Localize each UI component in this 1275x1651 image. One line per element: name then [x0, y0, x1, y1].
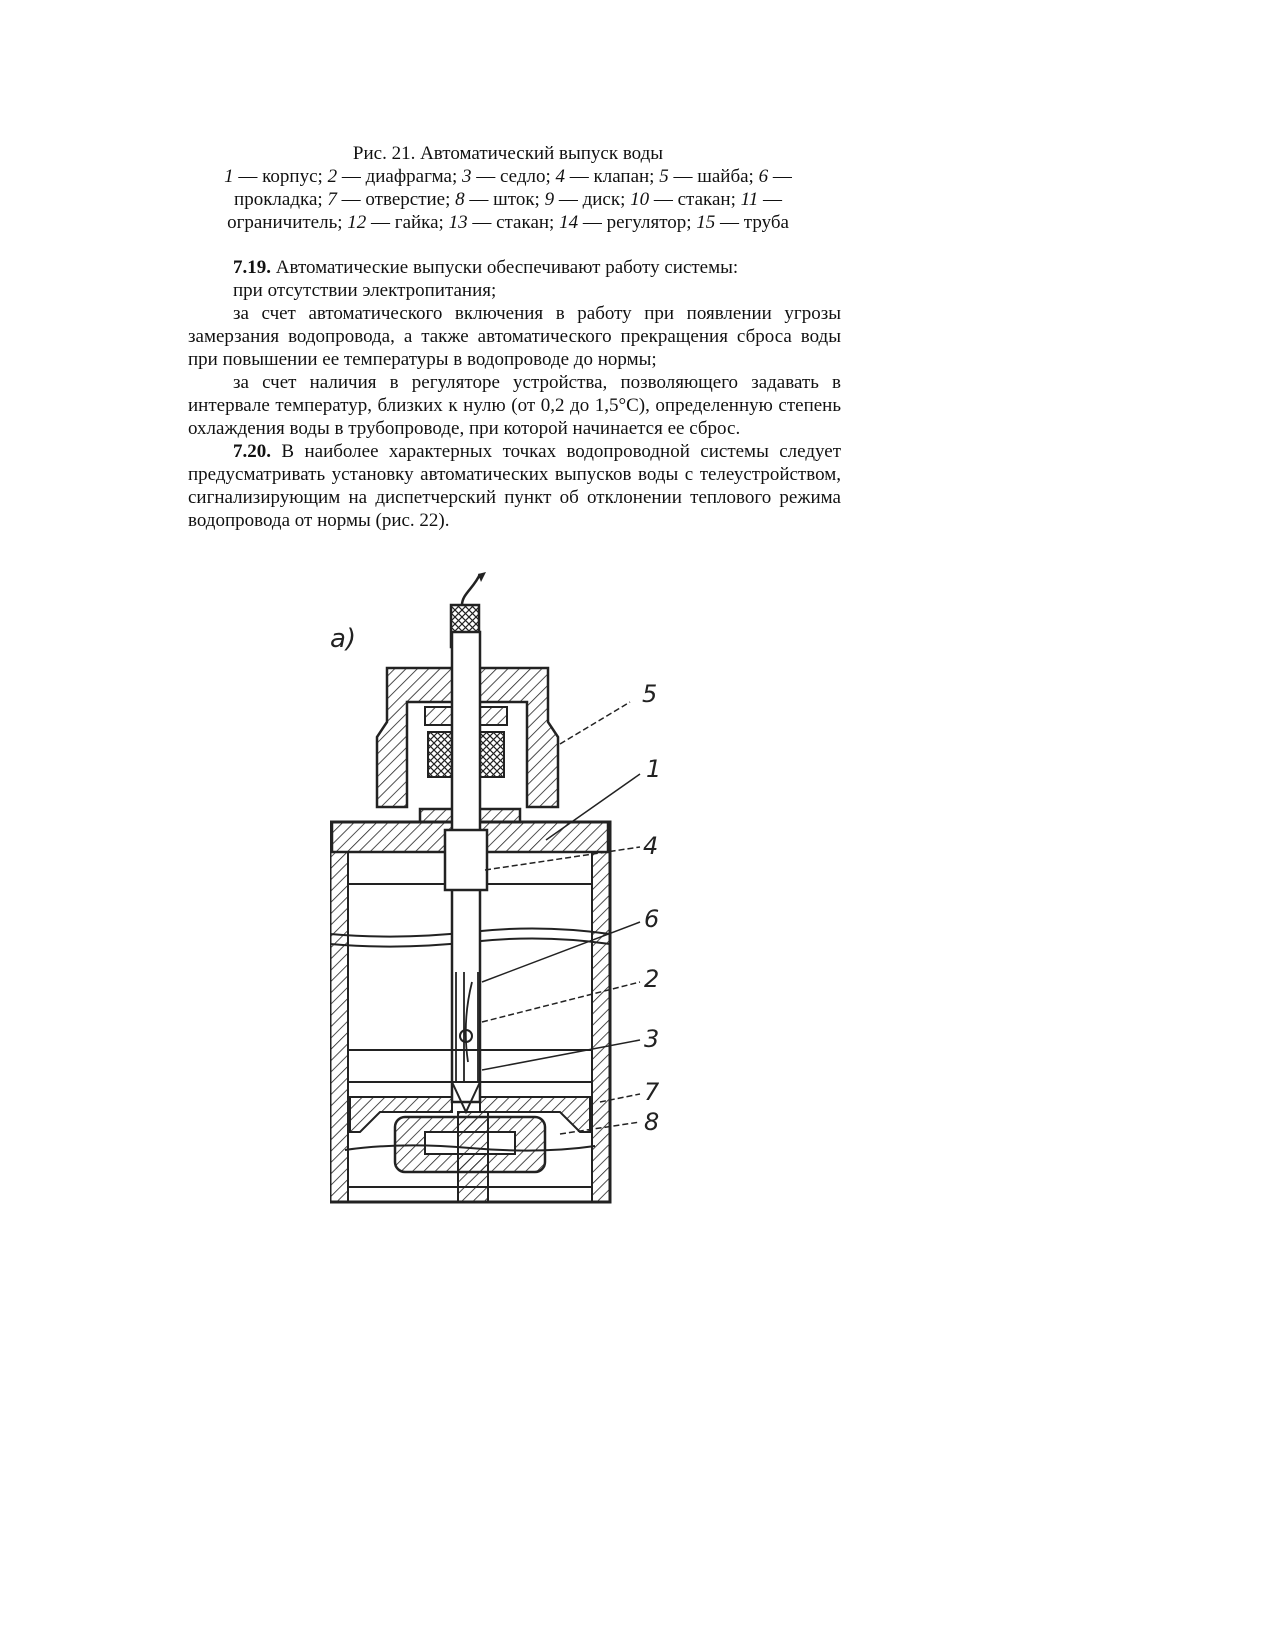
legend-text: — корпус;	[233, 166, 328, 187]
leader-5	[560, 702, 630, 744]
legend-text: — регулятор;	[578, 212, 697, 233]
paragraph-text: Автоматические выпуски обеспечивают работу системы:	[271, 257, 739, 278]
legend-text: — стакан;	[649, 189, 741, 210]
legend-text: — диафрагма;	[337, 166, 462, 187]
callout-5: 5	[642, 680, 658, 708]
callout-6: 6	[644, 905, 660, 933]
legend-text: — клапан;	[565, 166, 660, 187]
callout-7: 7	[644, 1078, 660, 1106]
leader-6	[482, 922, 640, 982]
caption-title: Рис. 21. Автоматический выпуск воды	[352, 143, 664, 164]
legend-number: 7	[327, 189, 337, 210]
leader-3	[482, 1040, 640, 1070]
legend-text: — труба	[715, 212, 789, 233]
callout-4: 4	[643, 832, 659, 860]
body-text	[188, 256, 841, 532]
callout-2: 2	[644, 965, 660, 993]
legend-number: 10	[630, 189, 650, 210]
cylinder-wall-right	[592, 852, 610, 1202]
legend-text: — отверстие;	[336, 189, 456, 210]
legend-number: 3	[461, 166, 472, 187]
legend-text: — шток;	[464, 189, 545, 210]
legend-text: — седло;	[471, 166, 556, 187]
leader-2	[482, 982, 640, 1022]
legend-number: 4	[555, 166, 566, 187]
valve-body	[445, 830, 487, 890]
callout-numbers	[642, 680, 661, 1136]
legend-number: 6	[758, 166, 769, 187]
cable	[462, 574, 480, 605]
caption-legend	[224, 166, 792, 233]
legend-text: — шайба;	[668, 166, 759, 187]
legend-text: — прокладка;	[234, 166, 792, 210]
figure-caption	[188, 142, 828, 234]
callout-3: 3	[644, 1025, 660, 1053]
figure-label: а)	[330, 624, 357, 654]
legend-number: 5	[659, 166, 669, 187]
paragraph-no-power: при отсутствии электропитания;	[233, 280, 497, 301]
legend-number: 13	[448, 212, 468, 233]
legend-text: — диск;	[554, 189, 631, 210]
legend-text: — ограничитель;	[227, 189, 782, 233]
paragraph-text: В наиболее характерных точках водопроводной системы следует предусматривать установку автоматических выпусков воды с телеустройством, сигнализирующим на диспетчерский пункт об отклонении теплового режима водопровода от нормы (рис. 22).	[188, 441, 841, 531]
paragraph-auto-switch: за счет автоматического включения в работу при появлении угрозы замерзания водопровода, а также автоматического прекращения сброса воды при повышении ее температуры в водопроводе до нормы;	[188, 303, 841, 370]
valve-drawing	[330, 570, 690, 1250]
legend-number: 2	[327, 166, 338, 187]
legend-text: — стакан;	[467, 212, 560, 233]
bottom-stem	[458, 1112, 488, 1202]
paragraph-regulator: за счет наличия в регуляторе устройства, позволяющего задавать в интервале температур, близких к нулю (от 0,2 до 1,5°С), определенную степень охлаждения воды в трубопроводе, при которой начинается ее сброс.	[188, 372, 841, 439]
legend-number: 14	[559, 212, 579, 233]
legend-number: 11	[740, 189, 759, 210]
legend-number: 8	[455, 189, 465, 210]
legend-number: 9	[544, 189, 555, 210]
cable-arrow	[478, 572, 486, 582]
callout-1: 1	[646, 755, 662, 783]
legend-number: 1	[224, 166, 234, 187]
legend-number: 15	[696, 212, 716, 233]
legend-number: 12	[347, 212, 367, 233]
paragraph-7-20	[188, 440, 841, 532]
paragraph-7-19	[188, 256, 841, 279]
callout-8: 8	[644, 1108, 660, 1136]
section-number: 7.20.	[233, 441, 271, 462]
section-number: 7.19.	[233, 257, 271, 278]
legend-text: — гайка;	[366, 212, 449, 233]
